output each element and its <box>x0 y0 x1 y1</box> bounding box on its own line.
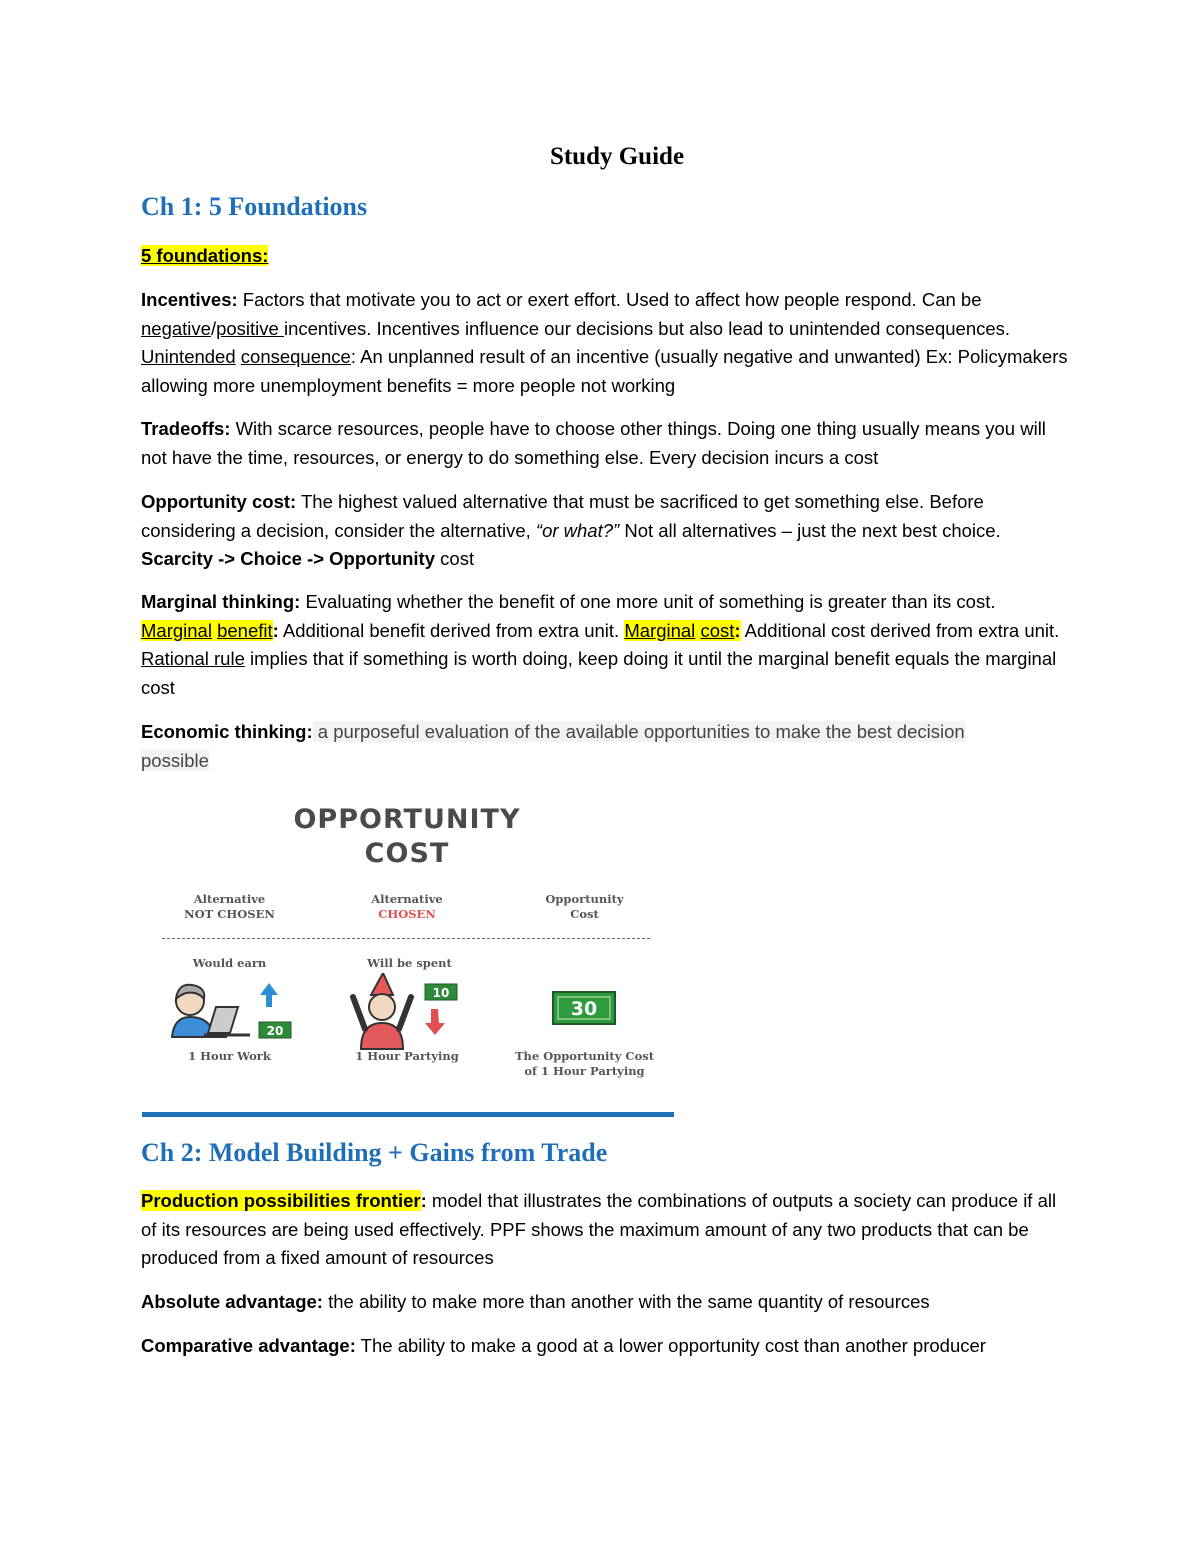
caption3-line2: of 1 Hour Partying <box>524 1064 645 1078</box>
slash: / <box>210 317 217 339</box>
caption-opportunity-cost <box>502 1049 667 1079</box>
ch1-subheading <box>141 242 1071 271</box>
opportunity-text-2: Not all alternatives – just the next best choice. <box>619 519 1001 541</box>
money-30-icon <box>552 991 616 1025</box>
ppf-text: model that illustrates the combinations of outputs a society can produce if all of its resources are being used effectively. PPF shows the maximum amount of any two products that can be produced from a fixed amount of resources <box>141 1190 1057 1268</box>
absolute-advantage-paragraph <box>141 1288 1071 1317</box>
economic-thinking-paragraph <box>141 718 1031 775</box>
opportunity-text-1: The highest valued alternative that must be sacrificed to get something else. Before considering a decision, consider the alternative, <box>141 491 984 541</box>
opportunity-cost-infographic <box>142 795 674 1120</box>
ppf-paragraph <box>141 1187 1071 1273</box>
will-be-spent-label: Will be spent <box>367 956 452 970</box>
col1-line1: Alternative <box>193 892 266 906</box>
infographic-title <box>222 803 592 871</box>
marginal-benefit-word-1: Marginal <box>141 619 212 641</box>
up-arrow-icon <box>260 983 278 1007</box>
caption3-line1: The Opportunity Cost <box>514 1049 655 1063</box>
infographic-title-line-1: OPPORTUNITY <box>293 804 521 835</box>
would-earn-label: Would earn <box>192 956 267 970</box>
col2-line2: CHOSEN <box>378 907 436 921</box>
term-marginal-thinking: Marginal thinking: <box>141 591 301 612</box>
term-opportunity-cost: Opportunity cost: <box>141 491 297 512</box>
marginal-text-3: Additional cost derived from extra unit. <box>740 619 1060 641</box>
cost-amount: 30 <box>570 998 598 1020</box>
economic-thinking-text: a purposeful evaluation of the available opportunities to make the best decision possible <box>141 721 965 771</box>
colon: : <box>272 619 279 641</box>
chapter-2-heading: Ch 2: Model Building + Gains from Trade <box>141 1138 608 1167</box>
col2-line1: Alternative <box>371 892 443 906</box>
consequence-word: consequence <box>240 346 351 367</box>
infographic-title-line-2: COST <box>364 838 450 869</box>
col3-line2: Cost <box>570 907 599 921</box>
marginal-thinking-paragraph <box>141 588 1066 702</box>
positive-word: positive <box>216 317 284 339</box>
term-ppf: Production possibilities frontier <box>141 1190 421 1211</box>
incentives-paragraph <box>141 286 1071 400</box>
marginal-cost-word-1: Marginal <box>624 619 696 641</box>
subheading-text: 5 foundations: <box>141 245 269 266</box>
money-10-icon <box>424 983 458 1001</box>
down-arrow-icon <box>425 1009 445 1035</box>
term-comparative-advantage: Comparative advantage: <box>141 1335 356 1356</box>
caption-work: 1 Hour Work <box>188 1049 271 1063</box>
column-not-chosen <box>162 892 297 922</box>
colon: : <box>734 619 741 641</box>
term-incentives: Incentives: <box>141 289 238 310</box>
term-tradeoffs: Tradeoffs: <box>141 418 231 439</box>
incentives-text-3: : An unplanned result of an incentive (usually negative and unwanted) Ex: Policymakers allowing more unemployment benefits = more people not working <box>141 346 1068 396</box>
term-economic-thinking: Economic thinking: <box>141 721 313 742</box>
marginal-benefit-word-2: benefit <box>217 619 273 641</box>
earn-amount: 20 <box>266 1024 284 1038</box>
caption-partying: 1 Hour Partying <box>355 1049 459 1063</box>
spend-amount: 10 <box>432 986 450 1000</box>
marginal-text-1: Evaluating whether the benefit of one more unit of something is greater than its cost. <box>300 591 996 612</box>
column-chosen <box>342 892 472 922</box>
marginal-text-4: implies that if something is worth doing, keep doing it until the marginal benefit equals the marginal cost <box>141 648 1057 698</box>
opportunity-cost-paragraph <box>141 488 1071 574</box>
party-hat-icon <box>371 973 393 995</box>
incentives-text-2: incentives. Incentives influence our decisions but also lead to unintended consequences. <box>283 317 1011 339</box>
incentives-text-1: Factors that motivate you to act or exert effort. Used to affect how people respond. Can be <box>237 289 982 310</box>
marginal-text-2: Additional benefit derived from extra unit. <box>278 619 625 641</box>
tradeoffs-text: With scarce resources, people have to choose other things. Doing one thing usually means you will not have the time, resources, or energy to do something else. Every decision incurs a cost <box>141 418 1046 468</box>
opportunity-text-3: cost <box>435 548 475 569</box>
term-absolute-advantage: Absolute advantage: <box>141 1291 323 1312</box>
infographic-bottom-bar <box>142 1112 674 1117</box>
dashed-divider <box>162 938 650 939</box>
chapter-1-heading: Ch 1: 5 Foundations <box>141 192 368 221</box>
column-opportunity-cost <box>522 892 647 922</box>
absolute-advantage-text: the ability to make more than another with the same quantity of resources <box>322 1291 930 1312</box>
rational-rule: Rational rule <box>141 648 245 669</box>
tradeoffs-paragraph <box>141 415 1071 472</box>
col1-line2: NOT CHOSEN <box>184 907 275 921</box>
negative-word: negative <box>141 317 211 339</box>
unintended-word: Unintended <box>141 346 236 367</box>
or-what-quote: “or what?” <box>535 519 620 541</box>
col3-line1: Opportunity <box>545 892 624 906</box>
page-title: Study Guide <box>549 143 685 170</box>
comparative-advantage-text: The ability to make a good at a lower opportunity cost than another producer <box>355 1335 986 1356</box>
comparative-advantage-paragraph <box>141 1332 1071 1361</box>
scarcity-chain: Scarcity -> Choice -> Opportunity <box>141 548 436 569</box>
money-20-icon <box>258 1021 292 1039</box>
marginal-cost-word-2: cost <box>700 619 735 641</box>
colon: : <box>420 1190 427 1211</box>
